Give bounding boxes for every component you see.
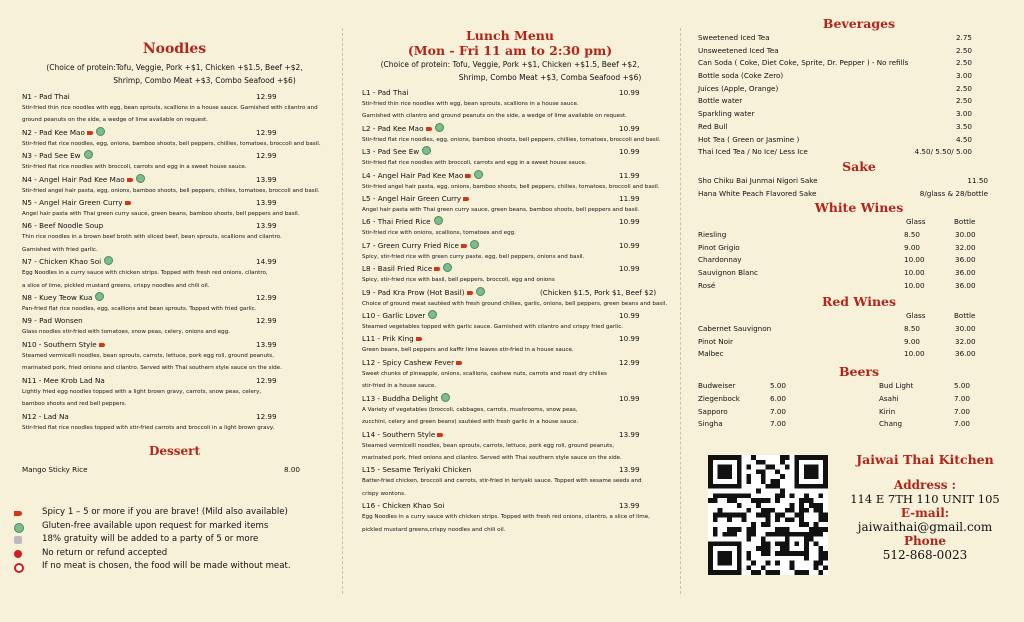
drink-price: 4.50/ 5.50/ 5.00 [914,147,972,157]
drink-name: Riesling [698,229,727,239]
menu-item[interactable] [22,411,327,422]
beer-cell: Singha [698,419,723,429]
menu-item-description: stir-fried in a house sauce. [362,383,437,390]
drink-row [698,229,1010,242]
menu-item-description: A Variety of vegetables (broccoli, cabbages, carrots, mushrooms, snow peas, [362,406,578,413]
drink-row [698,83,1010,96]
menu-item-price: 14.99 [256,257,277,267]
menu-item-name: L5 - Angel Hair Green Curry [362,194,462,204]
legend-no-refund: No return or refund accepted [10,547,291,561]
lunch-title: Lunch Menu [466,28,554,43]
drink-glass: 9.00 [904,336,921,346]
menu-item-price: 10.99 [619,88,640,97]
lunch-list [362,87,670,536]
dessert-item [22,464,327,475]
legend [10,506,291,574]
drink-row [698,45,1010,58]
restaurant-name: Jaiwai Thai Kitchen [856,452,994,467]
menu-item[interactable] [22,127,327,138]
menu-item[interactable] [22,91,327,102]
dessert-item-price: 8.00 [284,464,301,474]
noodles-title: Noodles [142,41,207,57]
menu-item[interactable] [362,123,670,134]
menu-item[interactable] [362,429,670,440]
menu-item-name: L7 - Green Curry Fried Rice [362,240,459,250]
menu-item[interactable] [22,292,327,303]
drink-row [698,57,1010,70]
beer-row [698,406,1010,419]
gluten-free-icon [470,240,479,249]
red-wines-title: Red Wines [821,294,897,310]
menu-item[interactable] [362,87,670,98]
drink-glass: 10.00 [904,349,925,359]
drink-glass: 8.50 [904,324,921,334]
menu-item-description: Steamed vegetables topped with garlic sauce. Garnished with cilantro and crispy fried garlic. [362,324,624,331]
drink-row [698,95,1010,108]
gluten-free-icon [14,523,24,533]
white-wines-header: Glass Bottle [906,217,976,227]
beer-row [698,393,1010,406]
gluten-free-icon [476,287,485,296]
menu-item-name: L6 - Thai Fried Rice [362,217,431,227]
lunch-hours: (Mon - Fri 11 am to 2:30 pm) [407,43,613,58]
address-text: 114 E 7TH 110 UNIT 105 [850,492,1000,506]
drink-bottle: 32.00 [955,336,976,346]
menu-item-description: Steamed vermicelli noodles, bean sprouts, carrots, lettuce, pork egg roll, ground peanuts, [22,352,274,359]
drink-row [698,323,1010,336]
drink-bottle: 30.00 [955,324,976,334]
menu-item-price: 12.99 [256,92,277,101]
chili-icon [461,244,467,248]
sake-list [698,175,1010,200]
menu-item-name: L13 - Buddha Delight [362,393,439,403]
menu-item-price: 13.99 [256,339,277,349]
column-divider [342,28,343,594]
lunch-choice-line-1: (Choice of protein: Tofu, Veggie, Pork +$1, Chicken +$1.5, Beef +$2, [380,60,640,69]
menu-item[interactable] [22,375,327,386]
drink-row [698,146,1010,159]
drink-row [698,134,1010,147]
qr-code-image [708,455,828,575]
chili-icon [14,511,22,516]
menu-item[interactable] [362,146,670,157]
menu-item-name: N12 - Lad Na [22,411,69,421]
menu-item[interactable] [22,315,327,326]
drink-bottle: 36.00 [955,268,976,277]
beers-list [698,380,1010,431]
menu-item[interactable] [362,310,670,321]
menu-item-name: N5 - Angel Hair Green Curry [22,198,123,208]
dessert-title: Dessert [148,443,201,458]
menu-item-price: 13.99 [619,429,640,439]
menu-item-description: Spicy, stir-fried rice with basil, bell peppers, broccoli, egg and onions [362,277,555,284]
menu-item[interactable] [362,287,670,298]
address-label: Address : [893,478,957,492]
drink-name: Bottle water [698,96,743,106]
legend-spicy: Spicy 1 – 5 or more if you are brave! (Mild also available) [10,506,291,520]
menu-item[interactable] [22,174,327,185]
menu-item-price: 13.99 [256,198,277,208]
menu-item-name: N6 - Beef Noodle Soup [22,221,104,231]
noodles-choice-line-1: (Choice of protein:Tofu, Veggie, Pork +$1, Chicken +$1.5, Beef +$2, [46,63,303,72]
menu-item-name: N11 - Mee Krob Lad Na [22,375,105,385]
chili-icon [426,127,432,131]
menu-item-description: Garnished with cilantro and ground peanuts on the side, a wedge of lime available on request. [362,113,627,120]
menu-item-description: Stir-fried angel hair pasta, egg, onions, bamboo shoots, bell peppers, chilies, tomatoes, broccoli and basil. [22,187,320,194]
menu-item-description: Angel hair pasta with Thai green curry sauce, green beans, bamboo shoots, bell peppers and basil. [22,211,300,218]
menu-item[interactable] [362,263,670,274]
drink-row [698,242,1010,255]
contact-block [835,451,1015,562]
drink-price: 3.50 [955,121,972,131]
menu-item-price: 13.99 [619,501,640,511]
drink-glass: 10.00 [904,255,925,265]
beer-cell: Budweiser [698,381,736,391]
drink-bottle: 36.00 [955,349,976,359]
menu-item-description: Choice of ground meat sautéed with fresh ground chilies, garlic, onions, bell peppers, green beans and basil. [362,300,668,307]
menu-item-description: Stir-fried flat rice noodles with broccoli, carrots and egg in a sweet house sauce. [362,160,587,167]
chili-icon [99,343,105,347]
drink-row [698,121,1010,134]
drink-name: Rosé [698,280,716,290]
gluten-free-icon [428,310,437,319]
menu-item-name: N7 - Chicken Khao Soi [22,257,102,267]
beverages-list [698,32,1010,159]
beer-cell: 7.00 [954,406,971,416]
chili-icon [456,361,462,365]
red-wines-header: Glass Bottle [906,311,976,321]
drink-price: 2.50 [955,45,972,55]
drink-name: Sweetened Iced Tea [698,33,770,42]
menu-item-description: Spicy, stir-fried rice with green curry paste, egg, bell peppers, onions and basil. [362,253,585,260]
drink-name: Sauvignon Blanc [698,268,758,277]
gluten-free-icon [435,123,444,132]
menu-item-name: L12 - Spicy Cashew Fever [362,357,455,367]
menu-item-price: 12.99 [256,151,277,161]
chili-icon [127,178,133,182]
menu-item[interactable] [362,500,670,511]
menu-item-name: L14 - Southern Style [362,429,436,439]
drink-row [698,175,1010,188]
chili-icon [416,337,422,341]
drink-price: 2.75 [955,33,972,42]
legend-no-meat: If no meat is chosen, the food will be made without meat. [10,560,291,574]
drink-row [698,267,1010,280]
menu-item-name: N3 - Pad See Ew [22,151,81,161]
chili-icon [434,267,440,271]
chili-icon [467,291,473,295]
beer-cell: 7.00 [954,393,971,403]
beer-cell: 5.00 [954,381,971,391]
menu-item-name: N8 - Kuey Teow Kua [22,293,93,303]
dessert-item-name: Mango Sticky Rice [22,464,88,474]
menu-item[interactable] [22,220,327,231]
beer-cell: 7.00 [770,406,787,416]
gluten-free-icon [96,127,105,136]
drink-row [698,70,1010,83]
menu-item[interactable] [362,393,670,404]
menu-item-description: Thin rice noodles in a brown beef broth with sliced beef, bean sprouts, scallions and cilantro. [22,234,282,241]
drink-name: Thai Iced Tea / No Ice/ Less Ice [698,147,808,157]
menu-item[interactable] [362,464,670,475]
beverages-title: Beverages [822,16,896,31]
beer-cell: Bud Light [879,381,914,391]
menu-item-name: N1 - Pad Thai [22,92,70,101]
menu-item-price: 12.99 [256,411,277,421]
menu-item-name: L10 - Garlic Lover [362,311,426,321]
drink-glass: 8.50 [904,229,921,239]
menu-item-description: Glass noodles stir-fried with tomatoes, snow peas, celery, onions and egg. [22,329,231,336]
drink-name: Pinot Grigio [698,242,740,252]
menu-item-description: Stir-fried angel hair pasta, egg, onions, bamboo shoots, bell peppers, chilies, tomatoes, broccoli and basil. [362,183,660,190]
beer-row [698,418,1010,431]
drink-name: Hana White Peach Flavored Sake [698,188,817,198]
white-wines-list [698,229,1010,292]
drink-name: Sparkling water [698,109,755,119]
drink-row [698,254,1010,267]
menu-item-description: marinated pork, fried onions and cilantro. Served with Thai southern style sauce on the side. [362,454,622,461]
drink-price: 2.50 [955,83,972,93]
menu-item-description: Batter-fried chicken, broccoli and carrots, stir-fried in teriyaki sauce. Topped with sesame seeds and [362,478,642,485]
menu-item-description: Stir-fried rice with onions, scallions, tomatoes and egg. [362,230,516,237]
drink-price: 2.50 [955,58,972,68]
drink-row [698,348,1010,361]
menu-item[interactable] [22,150,327,161]
drink-glass: 10.00 [904,280,925,290]
gluten-free-icon [422,146,431,155]
menu-item-price: 13.99 [619,465,640,475]
sake-title: Sake [842,158,876,174]
phone-number[interactable]: 512-868-0023 [882,548,968,562]
beer-cell: Kirin [879,406,896,416]
menu-item-description: Egg Noodles in a curry sauce with chicken strips. Topped with fresh red onions, cilantro, [22,270,268,277]
beer-cell: 7.00 [954,419,971,429]
menu-item-name: L15 - Sesame Teriyaki Chicken [362,465,472,475]
drink-glass: 10.00 [904,268,925,277]
drink-price: 4.50 [955,134,972,144]
chili-icon [463,197,469,201]
gluten-free-icon [443,263,452,272]
drink-price: 11.50 [967,175,988,185]
menu-item-description: Stir-fried thin rice noodles with egg, bean sprouts, scallions in a house sauce. Garnished with cilantro and [22,105,318,111]
menu-item-description: Angel hair pasta with Thai green curry sauce, green beans, bamboo shoots, bell peppers and basil. [362,207,640,214]
menu-item-description: Green beans, bell peppers and kaffir lime leaves stir-fried in a house sauce. [362,347,574,354]
drink-glass: 9.00 [904,242,921,252]
drink-name: Unsweetened Iced Tea [698,45,779,55]
menu-item-price: 12.99 [256,316,277,326]
menu-item-price: 10.99 [619,147,640,157]
drink-name: Chardonnay [698,255,742,265]
lunch-choice-line-2: Shrimp, Combo Meat +$3, Comba Seafood +$6) [458,73,642,82]
drink-name: Juices (Apple, Orange) [698,83,779,93]
beer-cell: Chang [879,419,903,429]
drink-name: Hot Tea ( Green or Jasmine ) [698,134,800,144]
menu-item[interactable] [362,357,670,368]
beer-cell: 6.00 [770,393,787,403]
drink-name: Pinot Noir [698,336,733,346]
menu-item-price: 10.99 [619,264,640,274]
menu-item-price: 10.99 [619,334,640,344]
menu-item-description: ground peanuts on the side, a wedge of lime available on request. [22,117,208,124]
column-divider [680,28,681,594]
menu-item-description: crispy wontons. [362,490,406,497]
drink-row [698,108,1010,121]
menu-item-price: 10.99 [619,393,640,403]
menu-item-description: Sweet chunks of pineapple, onions, scallions, cashew nuts, carrots and roast dry chilies [362,370,607,377]
chili-icon [87,131,93,135]
menu-item-price: 12.99 [256,127,277,137]
menu-item-name: N9 - Pad Wonsen [22,316,83,326]
menu-item[interactable] [362,170,670,181]
beer-row [698,380,1010,393]
menu-item-description: bamboo shoots and red bell peppers. [22,401,127,408]
drink-row [698,32,1010,45]
menu-item-price: 12.99 [256,375,277,385]
menu-item-description: Pan-fried flat rice noodles, egg, scallions and bean sprouts. Topped with fried garlic. [22,306,257,313]
menu-item-price: 11.99 [619,170,640,180]
red-wines-list [698,323,1010,361]
gluten-free-icon [434,216,443,225]
noodles-choice-line-2: Shrimp, Combo Meat +$3, Combo Seafood +$6) [113,76,296,85]
menu-item-description: Stir-fried flat rice noodles with broccoli, carrots and egg in a sweet house sauce. [22,164,247,171]
beer-cell: Sapporo [698,406,728,416]
email-label: E-mail: [900,506,950,520]
menu-item-description: Egg Noodles in a curry sauce with chicken strips. Topped with fresh red onions, cilantro, a slice of lime, [362,514,650,521]
drink-price: 2.50 [955,96,972,106]
beer-cell: Ziegenbock [698,393,740,403]
gluten-free-icon [95,292,104,301]
menu-item-price: 13.99 [256,174,277,184]
drink-price: 3.00 [955,109,972,119]
gluten-free-icon [84,150,93,159]
menu-item-name: L2 - Pad Kee Mao [362,123,424,133]
beer-cell: 5.00 [770,381,787,391]
menu-item-description: Steamed vermicelli noodles, bean sprouts, carrots, lettuce, pork egg roll, ground peanuts, [362,442,614,449]
menu-item-name: L8 - Basil Fried Rice [362,264,433,274]
noodles-list [22,91,327,434]
chili-icon [125,201,131,205]
menu-item-name: N10 - Southern Style [22,339,97,349]
menu-item-description: marinated pork, fried onions and cilantro. Served with Thai southern style sauce on the side. [22,365,282,372]
menu-item-price: 12.99 [256,293,277,303]
menu-item-price: 10.99 [619,240,640,250]
menu-item[interactable] [362,333,670,344]
drink-name: Can Soda ( Coke, Diet Coke, Sprite, Dr. Pepper ) - No refills [698,58,909,68]
menu-item-description: Stir-fried thin rice noodles with egg, bean sprouts, scallions in a house sauce. [362,101,579,107]
menu-item-name: N2 - Pad Kee Mao [22,127,85,137]
no-meat-icon [14,563,24,573]
qr-code[interactable] [708,455,828,575]
menu-item-name: L16 - Chicken Khao Soi [362,501,445,511]
menu-item-name: N4 - Angel Hair Pad Kee Mao [22,174,125,184]
gluten-free-icon [136,174,145,183]
menu-item[interactable] [362,216,670,227]
menu-item-name: L9 - Pad Kra Prow (Hot Basil) [362,287,465,297]
menu-item-description: Stir-fried flat rice noodles, egg, onions, bamboo shoots, bell peppers, chillies, tomatoes, broccoli and basil. [362,136,661,143]
chili-icon [437,433,443,437]
email-link[interactable]: jaiwaithai@gmail.com [857,520,993,534]
menu-item-price: 13.99 [256,221,277,231]
chili-icon [465,174,471,178]
drink-bottle: 36.00 [955,280,976,290]
drink-name: Cabernet Sauvignon [698,324,772,334]
menu-item-name: L11 - Prik King [362,334,414,344]
menu-item-price: 11.99 [619,194,640,204]
drink-price: 3.00 [955,71,972,81]
menu-item[interactable] [22,339,327,350]
menu-item-description: Stir-fried flat rice noodles, egg, onions, bamboo shoots, bell peppers, chillies, tomatoes, broccoli and basil. [22,140,321,147]
menu-item-description: zucchini, celery and green beans) sautéed with fresh garlic in a house sauce. [362,419,579,426]
drink-bottle: 32.00 [955,242,976,252]
menu-item-description: Garnished with fried garlic. [22,246,98,253]
drink-name: Bottle soda (Coke Zero) [698,71,784,81]
drink-name: Malbec [698,349,724,359]
menu-item-description: a slice of lime, pickled mustard greens, crispy noodles and chili oil. [22,282,210,289]
drink-row [698,188,1010,201]
beer-cell: 7.00 [770,419,787,429]
gluten-free-icon [441,393,450,402]
menu-item-name: L1 - Pad Thai [362,88,409,97]
phone-label: Phone [903,534,947,548]
beers-title: Beers [838,364,880,380]
drink-name: Sho Chiku Bai Junmai Nigori Sake [698,175,818,185]
drink-name: Red Bull [698,121,728,131]
menu-item-description: Lightly fried egg noodles topped with a light brown gravy, carrots, snow peas, celery, [22,388,262,395]
menu-item-description: Stir-fried flat rice noodles topped with stir-fried carrots and broccoli in a light brown gravy. [22,424,275,431]
menu-item-price: (Chicken $1.5, Pork $1, Beef $2) [540,287,657,297]
menu-item-price: 12.99 [619,357,640,367]
drink-bottle: 30.00 [955,229,976,239]
drink-price: 8/glass & 28/bottle [919,188,988,198]
lunch-column [350,0,670,622]
drink-row [698,280,1010,293]
menu-item-price: 10.99 [619,311,640,321]
drink-bottle: 36.00 [955,255,976,265]
menu-item-price: 10.99 [619,217,640,227]
no-refund-icon [14,550,22,558]
gluten-free-icon [474,170,483,179]
gluten-free-icon [104,256,113,265]
menu-item[interactable] [362,240,670,251]
white-wines-title: White Wines [814,200,904,216]
menu-item-name: L4 - Angel Hair Pad Kee Mao [362,170,464,180]
menu-item[interactable] [22,197,327,208]
legend-gratuity: 18% gratuity will be added to a party of 5 or more [10,533,291,547]
menu-item[interactable] [22,256,327,267]
drink-row [698,336,1010,349]
menu-item-name: L3 - Pad See Ew [362,147,420,157]
menu-item[interactable] [362,193,670,204]
group-icon [14,536,22,544]
menu-item-price: 10.99 [619,123,640,133]
beer-cell: Asahi [879,393,899,403]
legend-gluten-free: Gluten-free available upon request for marked items [10,520,291,534]
menu-item-description: pickled mustard greens,crispy noodles and chili oil. [362,526,506,533]
